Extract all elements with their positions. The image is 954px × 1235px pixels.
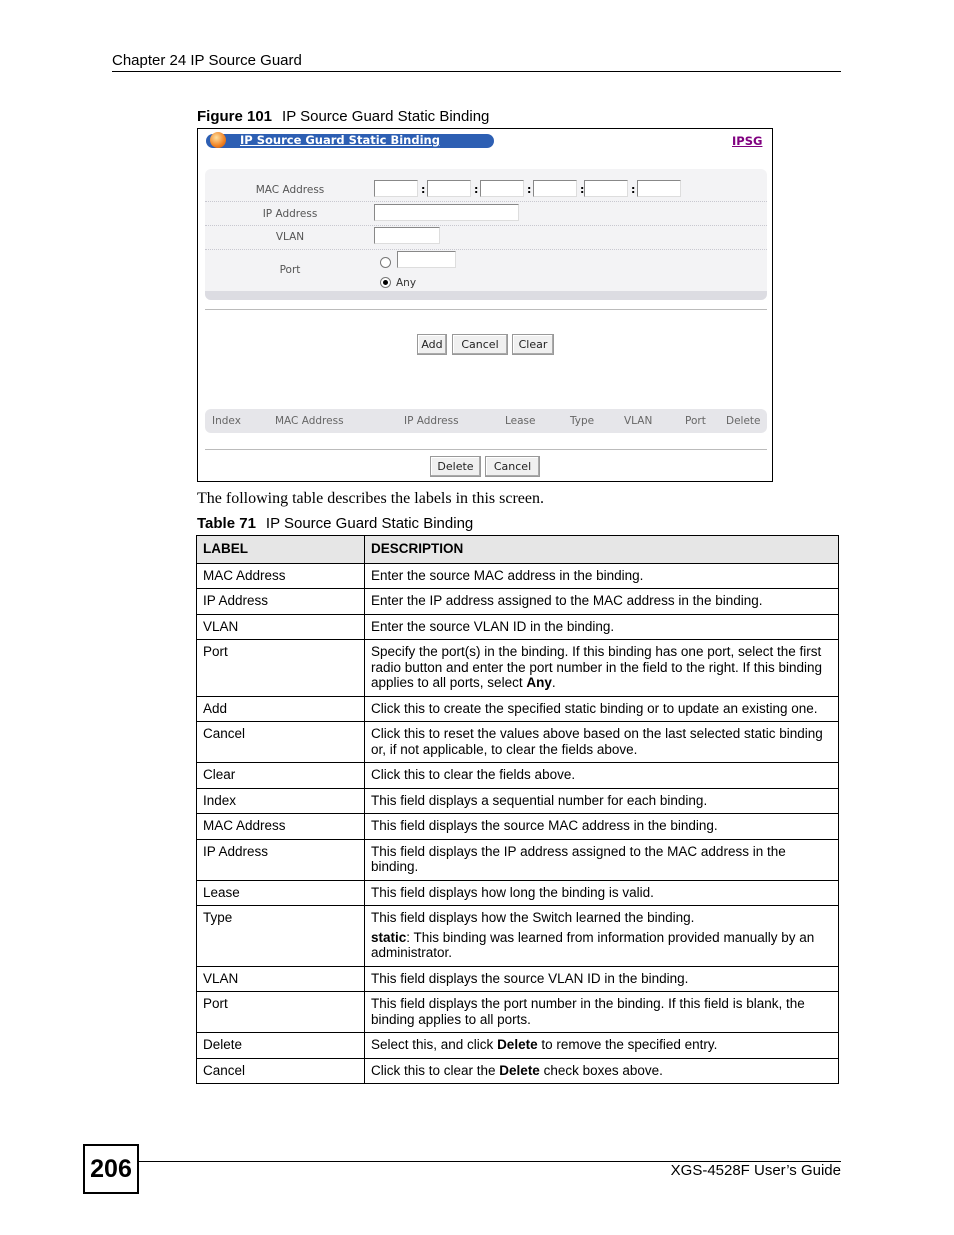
description-emphasis: static bbox=[371, 929, 407, 945]
description-text: Click this to clear the bbox=[371, 1062, 500, 1078]
table-row bbox=[197, 992, 839, 1033]
description-column-header: DESCRIPTION bbox=[365, 536, 839, 564]
column-ip-address: IP Address bbox=[404, 415, 459, 427]
description-text: This field displays the port number in the binding. If this field is blank, the binding applies to all ports. bbox=[371, 996, 805, 1027]
screen-title: IP Source Guard Static Binding bbox=[240, 133, 440, 147]
column-vlan: VLAN bbox=[624, 415, 653, 427]
description-text: : This binding was learned from information provided manually by an administrator. bbox=[371, 929, 815, 960]
table-row bbox=[197, 880, 839, 906]
row-description bbox=[365, 1033, 839, 1059]
row-label: IP Address bbox=[197, 589, 365, 615]
row-description bbox=[365, 1058, 839, 1084]
description-text: Enter the source MAC address in the binding. bbox=[371, 567, 644, 583]
list-cancel-button[interactable]: Cancel bbox=[485, 456, 540, 477]
mac-separator: : bbox=[474, 183, 479, 196]
row-label: VLAN bbox=[197, 614, 365, 640]
figure-label: Figure 101 bbox=[197, 108, 273, 125]
port-number-radio[interactable] bbox=[380, 257, 391, 268]
ip-address-input[interactable] bbox=[374, 204, 519, 221]
intro-text: The following table describes the labels in this screen. bbox=[197, 490, 545, 507]
mac-octet-3-input[interactable] bbox=[480, 180, 524, 197]
table-row bbox=[197, 614, 839, 640]
row-description bbox=[365, 966, 839, 992]
description-text: Select this, and click bbox=[371, 1037, 498, 1052]
table-row bbox=[197, 966, 839, 992]
description-note bbox=[371, 930, 832, 961]
page-number: 206 bbox=[83, 1144, 139, 1194]
row-label: Clear bbox=[197, 763, 365, 789]
table-row bbox=[197, 1033, 839, 1059]
table-row bbox=[197, 839, 839, 880]
description-emphasis: Delete bbox=[499, 1062, 540, 1078]
description-text: check boxes above. bbox=[539, 1062, 663, 1078]
row-divider bbox=[205, 249, 767, 250]
table-row bbox=[197, 640, 839, 697]
row-description bbox=[365, 614, 839, 640]
row-description bbox=[365, 763, 839, 789]
clear-button[interactable]: Clear bbox=[512, 334, 554, 355]
row-description bbox=[365, 640, 839, 697]
vlan-input[interactable] bbox=[374, 227, 440, 244]
mac-address-label: MAC Address bbox=[255, 184, 325, 196]
ipsg-link[interactable]: IPSG bbox=[732, 134, 763, 148]
table-row bbox=[197, 722, 839, 763]
description-text: to remove the specified entry. bbox=[537, 1037, 718, 1052]
row-description bbox=[365, 880, 839, 906]
row-divider bbox=[205, 225, 767, 226]
row-divider bbox=[205, 201, 767, 202]
row-description bbox=[365, 563, 839, 589]
delete-button[interactable]: Delete bbox=[430, 456, 481, 477]
mac-separator: : bbox=[580, 183, 585, 196]
port-label: Port bbox=[279, 264, 301, 276]
row-label: Add bbox=[197, 696, 365, 722]
guide-name: XGS-4528F User’s Guide bbox=[670, 1162, 841, 1179]
description-text: This field displays how long the binding is valid. bbox=[371, 884, 654, 900]
column-lease: Lease bbox=[505, 415, 536, 427]
mac-octet-5-input[interactable] bbox=[584, 180, 628, 197]
column-index: Index bbox=[212, 415, 241, 427]
description-text: Enter the source VLAN ID in the binding. bbox=[371, 618, 615, 634]
row-label: VLAN bbox=[197, 966, 365, 992]
port-any-label: Any bbox=[396, 277, 417, 289]
description-text: Click this to clear the fields above. bbox=[371, 767, 576, 782]
row-description bbox=[365, 722, 839, 763]
description-text: This field displays the source VLAN ID in the binding. bbox=[371, 970, 689, 986]
ip-address-label: IP Address bbox=[262, 208, 318, 220]
binding-form-panel bbox=[205, 169, 767, 300]
row-description bbox=[365, 839, 839, 880]
port-any-radio[interactable] bbox=[380, 277, 391, 288]
binding-list-header bbox=[205, 409, 767, 433]
label-column-header: LABEL bbox=[197, 536, 365, 564]
description-text: Specify the port(s) in the binding. If this binding has one port, select the first radio button and enter the port number in the field to the right. If this binding applies to all ports, select bbox=[371, 644, 823, 690]
title-orb-icon bbox=[210, 132, 226, 148]
mac-octet-1-input[interactable] bbox=[374, 180, 418, 197]
mac-octet-2-input[interactable] bbox=[427, 180, 471, 197]
row-label: Index bbox=[197, 788, 365, 814]
chapter-header: Chapter 24 IP Source Guard bbox=[112, 52, 302, 69]
description-emphasis: Any bbox=[526, 675, 552, 690]
mac-separator: : bbox=[421, 183, 426, 196]
row-label: Lease bbox=[197, 880, 365, 906]
table-row bbox=[197, 906, 839, 967]
cancel-button[interactable]: Cancel bbox=[452, 334, 508, 355]
table-header-row bbox=[197, 536, 839, 564]
table-row bbox=[197, 563, 839, 589]
table-row bbox=[197, 788, 839, 814]
divider bbox=[205, 309, 767, 310]
mac-octet-6-input[interactable] bbox=[637, 180, 681, 197]
row-label: Cancel bbox=[197, 1058, 365, 1084]
row-label: MAC Address bbox=[197, 563, 365, 589]
row-label: Port bbox=[197, 992, 365, 1033]
mac-separator: : bbox=[631, 183, 636, 196]
row-label: Cancel bbox=[197, 722, 365, 763]
description-text: This field displays how the Switch learned the binding. bbox=[371, 910, 695, 925]
mac-separator: : bbox=[527, 183, 532, 196]
row-label: Type bbox=[197, 906, 365, 967]
row-label: IP Address bbox=[197, 839, 365, 880]
header-rule bbox=[112, 71, 841, 72]
label-description-table bbox=[196, 535, 839, 1084]
table-body bbox=[197, 563, 839, 1084]
column-port: Port bbox=[685, 415, 706, 427]
row-label: Delete bbox=[197, 1033, 365, 1059]
table-row bbox=[197, 763, 839, 789]
table-row bbox=[197, 589, 839, 615]
description-text: Click this to create the specified static binding or to update an existing one. bbox=[371, 700, 818, 716]
row-description bbox=[365, 814, 839, 840]
description-text: Enter the IP address assigned to the MAC address in the binding. bbox=[371, 593, 763, 608]
row-label: MAC Address bbox=[197, 814, 365, 840]
ip-source-guard-screen bbox=[197, 128, 773, 482]
figure-caption bbox=[197, 108, 489, 125]
table-row bbox=[197, 814, 839, 840]
description-text: . bbox=[551, 675, 556, 690]
port-number-input[interactable] bbox=[397, 251, 456, 268]
row-description bbox=[365, 589, 839, 615]
table-title: IP Source Guard Static Binding bbox=[265, 515, 474, 532]
table-row bbox=[197, 1058, 839, 1084]
table-label: Table 71 bbox=[197, 515, 256, 532]
description-text: This field displays the source MAC address in the binding. bbox=[371, 818, 718, 833]
table-caption bbox=[197, 515, 473, 532]
form-panel-footer bbox=[205, 291, 767, 300]
description-text: This field displays a sequential number for each binding. bbox=[371, 792, 708, 808]
mac-octet-4-input[interactable] bbox=[533, 180, 577, 197]
row-label: Port bbox=[197, 640, 365, 697]
divider bbox=[205, 449, 767, 450]
row-description bbox=[365, 696, 839, 722]
column-delete: Delete bbox=[726, 415, 761, 427]
row-description bbox=[365, 906, 839, 967]
figure-title: IP Source Guard Static Binding bbox=[282, 108, 490, 125]
description-text: Click this to reset the values above based on the last selected static binding or, if not applicable, to clear the fields above. bbox=[371, 726, 823, 757]
column-type: Type bbox=[570, 415, 595, 427]
vlan-label: VLAN bbox=[275, 231, 305, 243]
add-button[interactable]: Add bbox=[417, 334, 447, 355]
description-emphasis: Delete bbox=[497, 1037, 538, 1052]
row-description bbox=[365, 992, 839, 1033]
description-text: This field displays the IP address assigned to the MAC address in the binding. bbox=[371, 843, 786, 874]
row-description bbox=[365, 788, 839, 814]
column-mac-address: MAC Address bbox=[275, 415, 344, 427]
table-row bbox=[197, 696, 839, 722]
